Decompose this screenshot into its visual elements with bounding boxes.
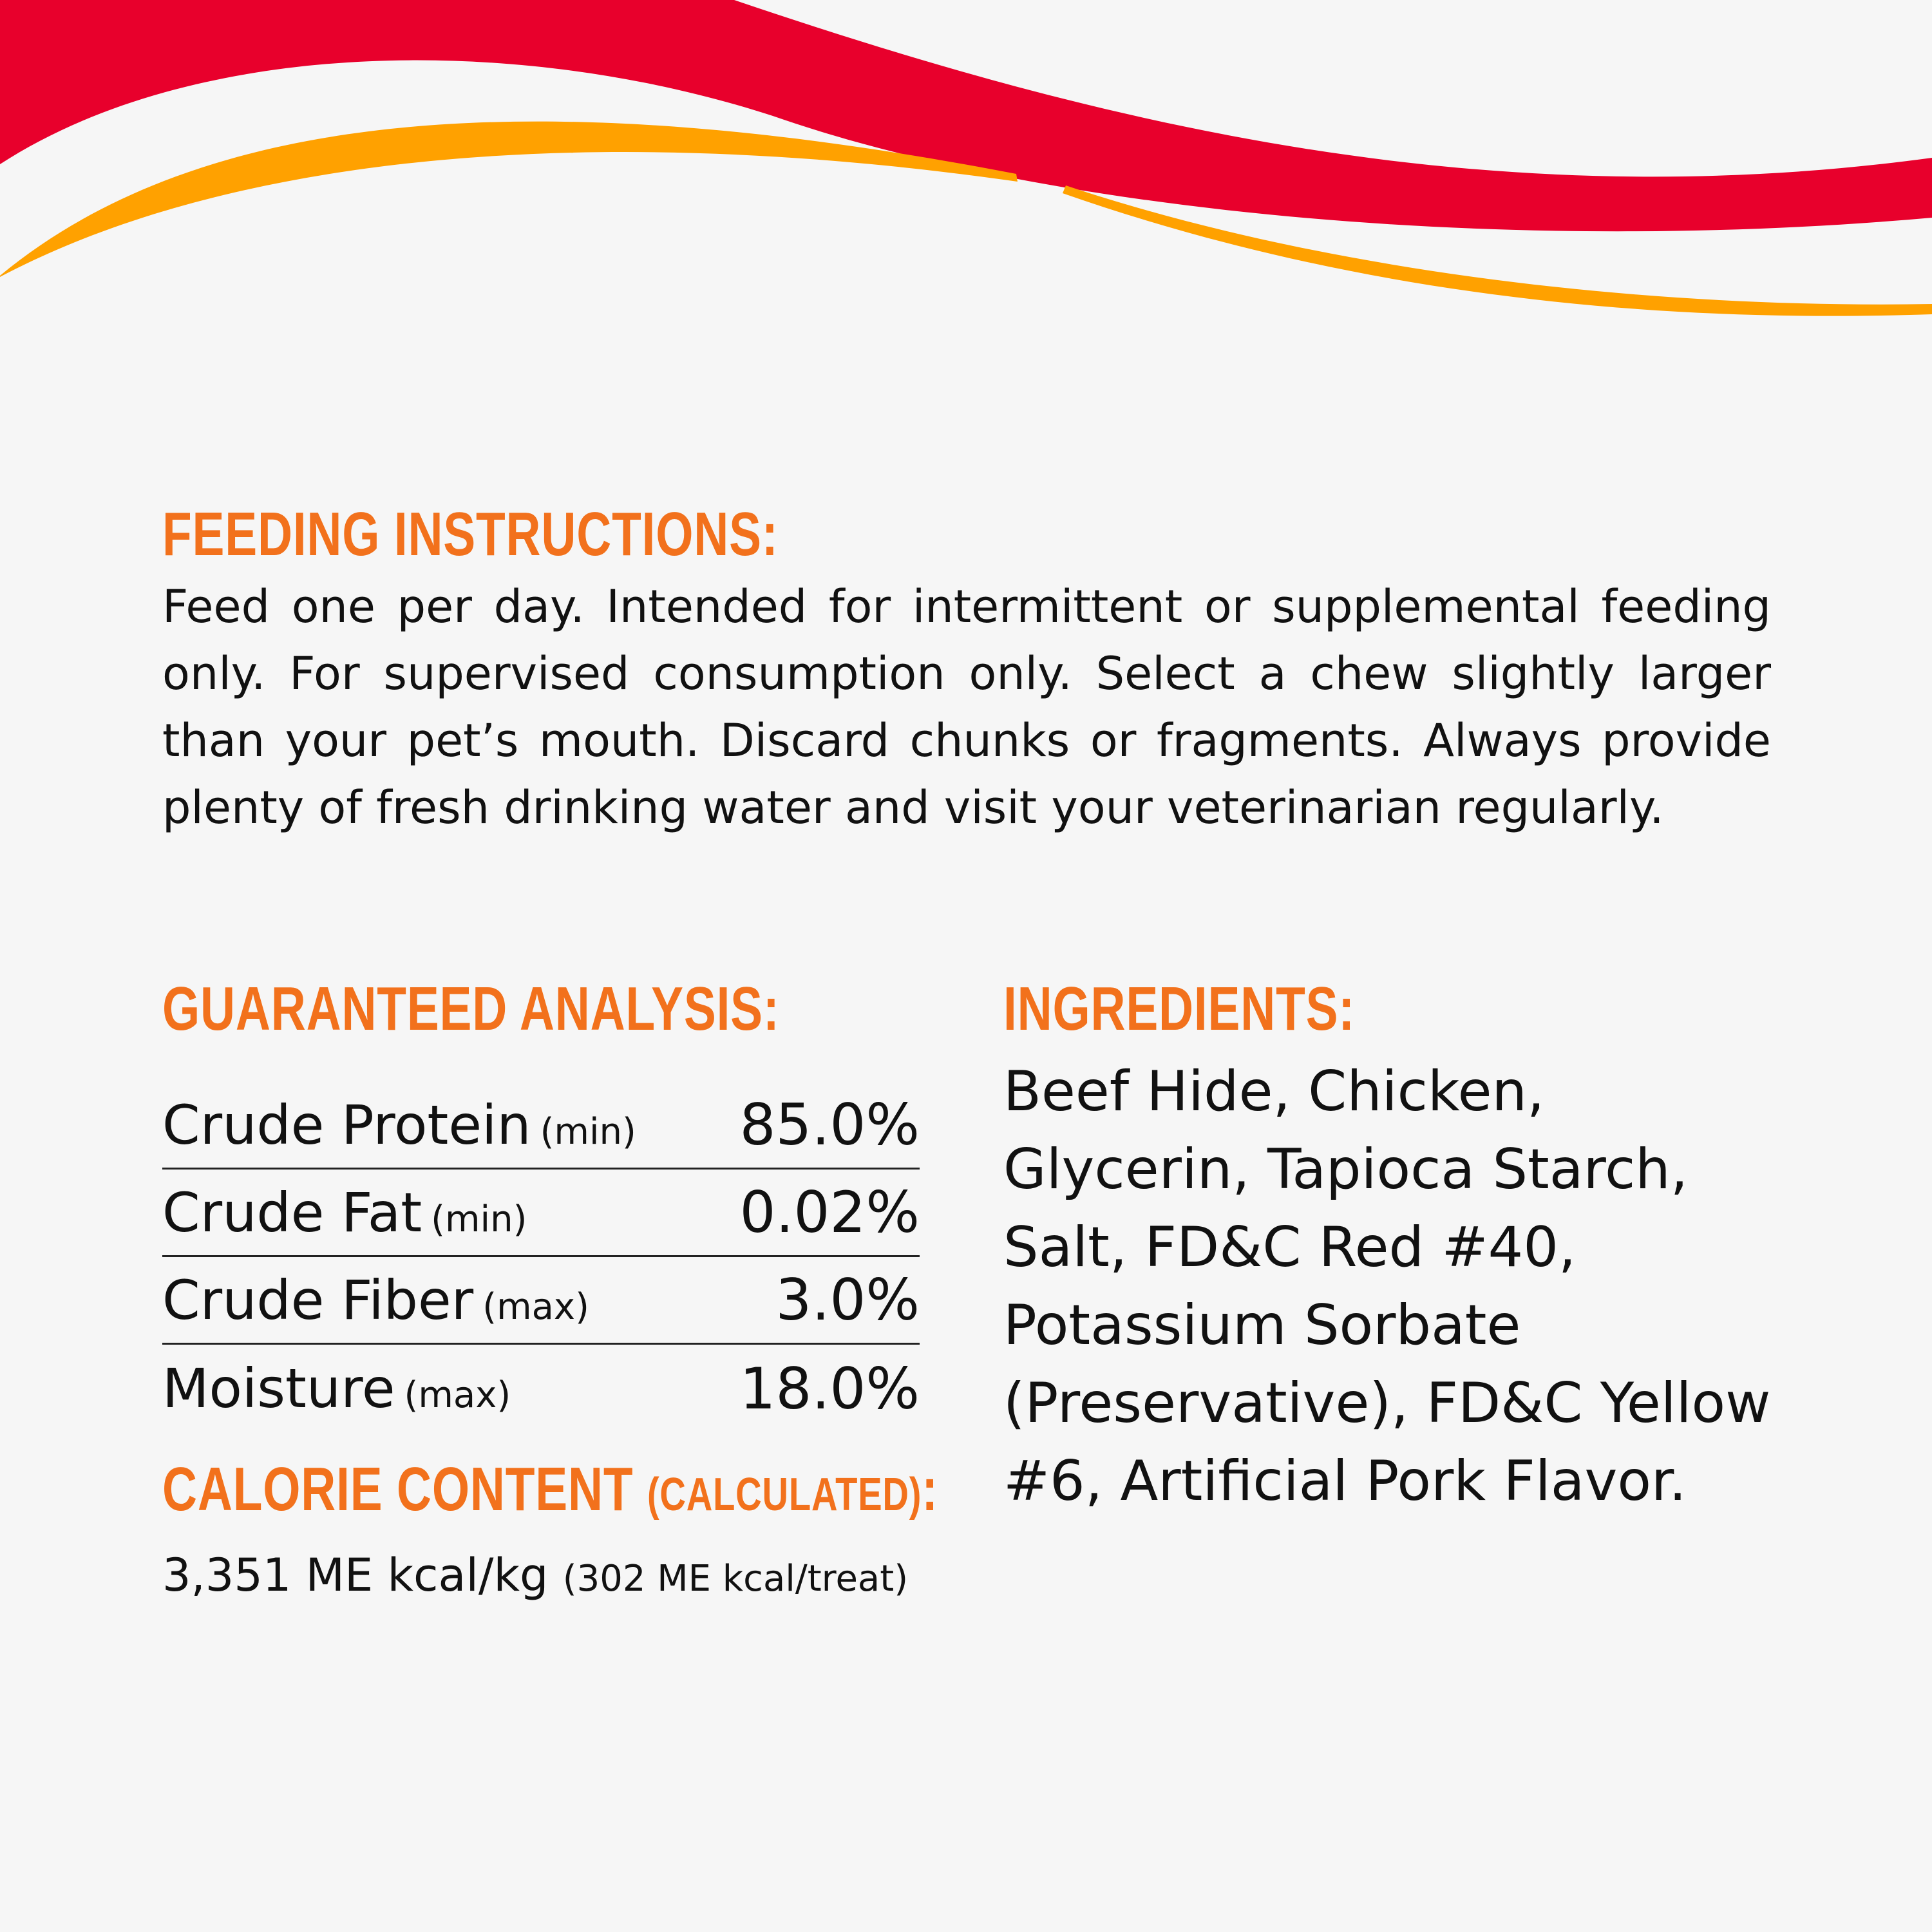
- guaranteed-analysis-table: [162, 1082, 920, 1432]
- orange-wave: [0, 122, 1018, 277]
- guaranteed-analysis-heading: GUARANTEED ANALYSIS:: [162, 974, 780, 1043]
- calorie-per-kg: 3,351 ME kcal/kg: [162, 1549, 549, 1602]
- nutrient-name: Crude Fat: [162, 1180, 422, 1244]
- table-row: [162, 1257, 920, 1345]
- nutrient-value: 3.0%: [775, 1267, 920, 1333]
- nutrient-value: 85.0%: [739, 1092, 920, 1158]
- feeding-instructions-heading: FEEDING INSTRUCTIONS:: [162, 500, 779, 569]
- calorie-heading-sub: (CALCULATED): [647, 1469, 922, 1520]
- nutrient-name: Crude Fiber: [162, 1268, 474, 1332]
- nutrient-name: Moisture: [162, 1357, 395, 1420]
- calorie-heading-colon: :: [922, 1455, 938, 1524]
- nutrient-label: [162, 1094, 636, 1157]
- table-row: [162, 1345, 920, 1432]
- nutrient-qualifier: (min): [431, 1198, 527, 1240]
- nutrient-qualifier: (min): [540, 1110, 636, 1153]
- feeding-instructions-text: Feed one per day. Intended for intermittent or supplemental feeding only. For supervised consumption only. Select a chew slightly larger than your pet’s mouth. Discard chunks or fragments. Always provide plenty of fresh drinking water and visit your veterinarian regularly.: [162, 580, 1771, 834]
- nutrient-qualifier: (max): [404, 1374, 511, 1416]
- nutrient-value: 0.02%: [739, 1179, 920, 1245]
- calorie-content-value: [162, 1549, 908, 1602]
- nutrient-qualifier: (max): [482, 1285, 589, 1328]
- nutrient-value: 18.0%: [739, 1355, 920, 1422]
- nutrient-label: [162, 1357, 511, 1420]
- nutrient-label: [162, 1269, 589, 1332]
- calorie-heading-main: CALORIE CONTENT: [162, 1455, 634, 1524]
- table-row: [162, 1082, 920, 1170]
- nutrient-name: Crude Protein: [162, 1093, 531, 1157]
- table-row: [162, 1170, 920, 1257]
- calorie-content-heading: [162, 1454, 938, 1530]
- calorie-per-treat: (302 ME kcal/treat): [562, 1558, 909, 1600]
- decorative-waves: [0, 0, 1932, 335]
- ingredients-text: Beef Hide, Chicken, Glycerin, Tapioca Starch, Salt, FD&C Red #40, Potassium Sorbate (Preservative), FD&C Yellow #6, Artificial Pork Flavor.: [1003, 1059, 1771, 1513]
- red-wave: [0, 0, 1932, 231]
- nutrient-label: [162, 1181, 527, 1244]
- ingredients-heading: INGREDIENTS:: [1003, 974, 1356, 1043]
